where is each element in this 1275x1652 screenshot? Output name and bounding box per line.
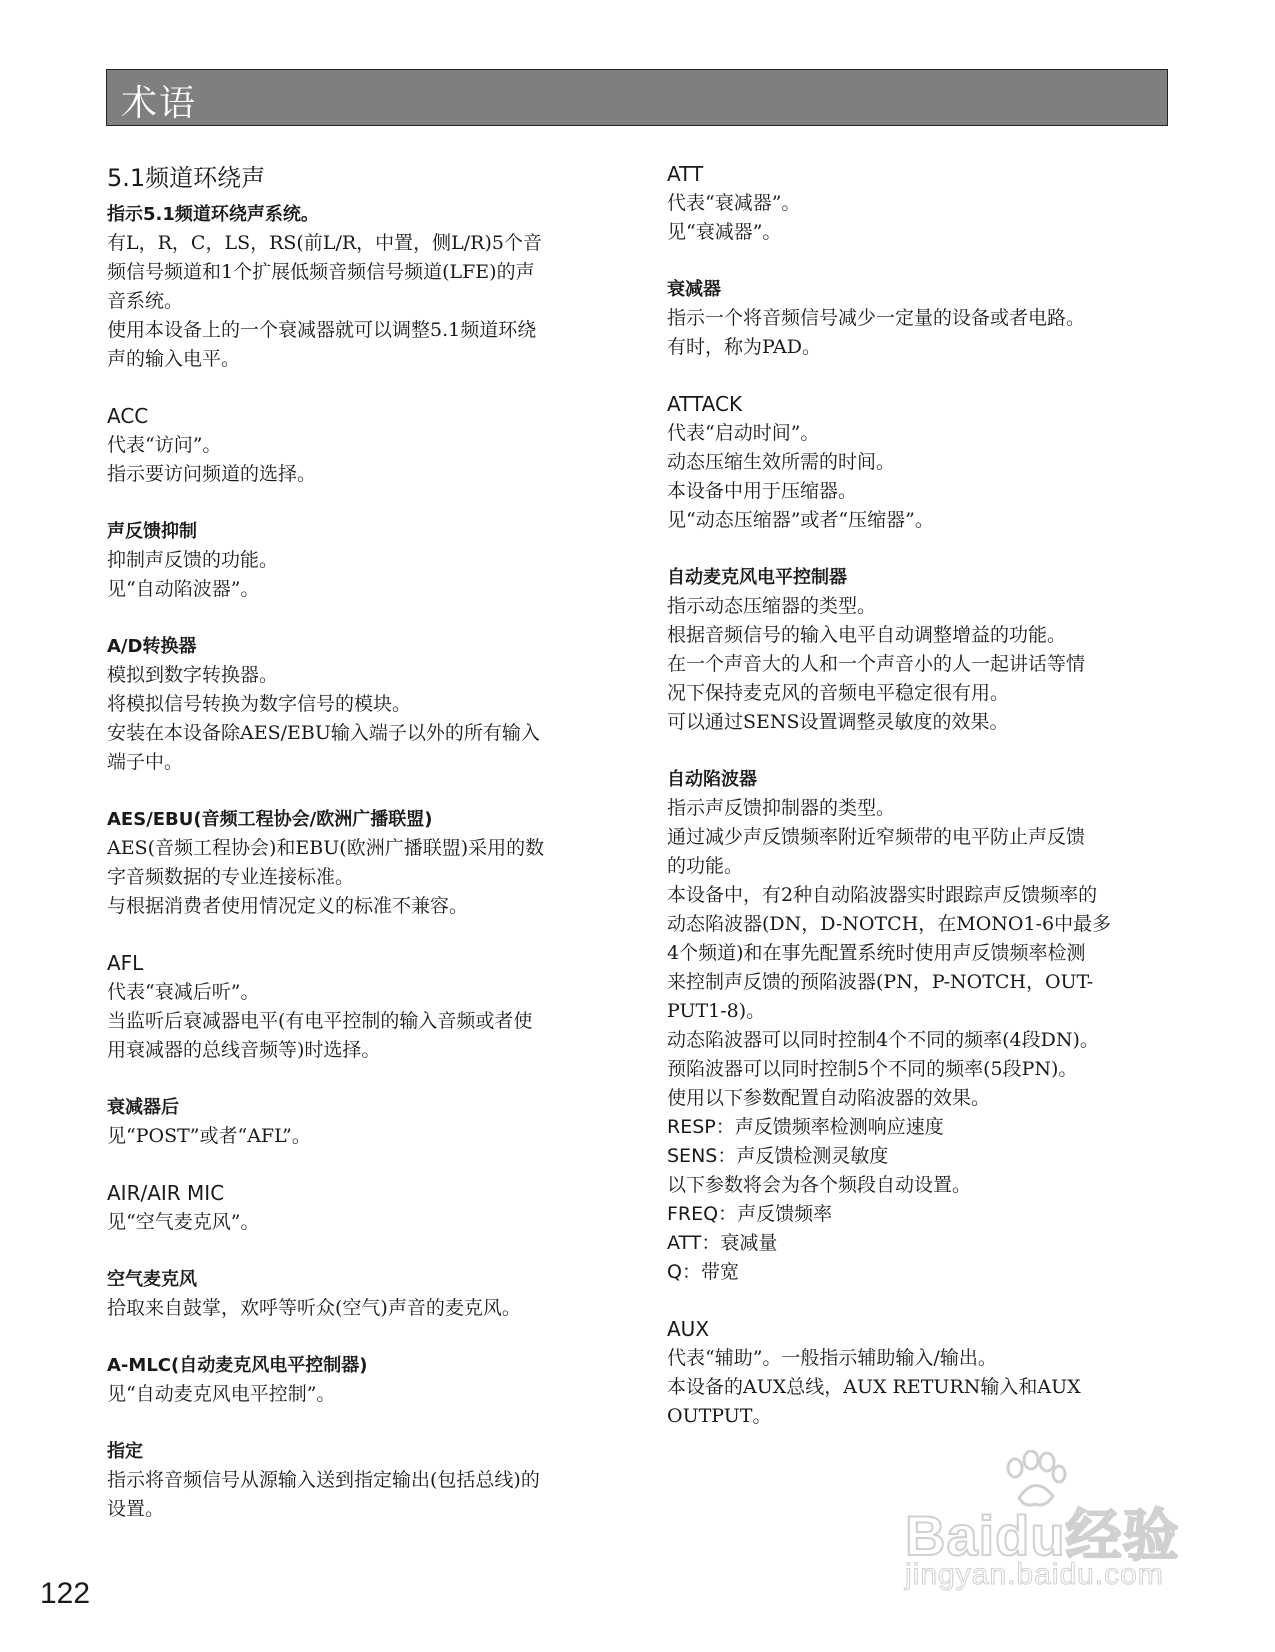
entry-line: 代表“启动时间”。 (667, 422, 820, 444)
entry-term: ATTACK (667, 392, 743, 416)
entry-line: 代表“访问”。 (107, 434, 222, 456)
entry-line: 指示5.1频道环绕声系统。 (107, 204, 319, 225)
glossary-entry (107, 1179, 617, 1237)
entry-term: ACC (107, 404, 149, 428)
entry-term: 5.1频道环绕声 (107, 164, 266, 192)
entry-line: 代表“辅助”。一般指示辅助输入/输出。 (667, 1347, 997, 1369)
glossary-entry (107, 805, 617, 921)
entry-line: 的功能。 (667, 855, 744, 877)
entry-line: 指示将音频信号从源输入送到指定输出(包括总线)的 (107, 1469, 540, 1491)
glossary-entry (107, 1265, 617, 1323)
glossary-entry (107, 949, 617, 1065)
entry-line: 见“自动麦克风电平控制”。 (107, 1383, 336, 1405)
entry-line: 频信号频道和1个扩展低频音频信号频道(LFE)的声 (107, 261, 535, 283)
glossary-entry (667, 275, 1177, 362)
entry-line: 通过减少声反馈频率附近窄频带的电平防止声反馈 (667, 826, 1086, 848)
entry-term: 衰减器后 (107, 1097, 179, 1118)
entry-line: OUTPUT。 (667, 1405, 772, 1427)
entry-line: SENS：声反馈检测灵敏度 (667, 1145, 889, 1167)
entry-line: 抑制声反馈的功能。 (107, 549, 279, 571)
entry-line: 4个频道)和在事先配置系统时使用声反馈频率检测 (667, 942, 1086, 964)
entry-line: 使用本设备上的一个衰减器就可以调整5.1频道环绕 (107, 319, 537, 341)
entry-line: AES(音频工程协会)和EBU(欧洲广播联盟)采用的数 (107, 837, 545, 859)
entry-line: 来控制声反馈的预陷波器(PN，P-NOTCH，OUT- (667, 971, 1094, 993)
entry-line: 况下保持麦克风的音频电平稳定很有用。 (667, 682, 1010, 704)
watermark-url: jingyan.baidu.com (905, 1558, 1164, 1591)
entry-line: PUT1-8)。 (667, 1000, 766, 1022)
entry-line: 设置。 (107, 1498, 165, 1520)
entry-line: 安装在本设备除AES/EBU输入端子以外的所有输入 (107, 722, 540, 744)
glossary-entry (667, 563, 1177, 737)
entry-line: 有时，称为PAD。 (667, 336, 821, 358)
page-number: 122 (40, 1577, 91, 1610)
entry-term: AUX (667, 1317, 710, 1341)
entry-term: A/D转换器 (107, 636, 197, 657)
entry-term: 空气麦克风 (107, 1269, 197, 1290)
entry-line: Q：带宽 (667, 1261, 739, 1283)
entry-line: 用衰减器的总线音频等)时选择。 (107, 1039, 381, 1061)
glossary-entry (107, 164, 617, 374)
entry-line: 有L，R，C，LS，RS(前L/R，中置，侧L/R)5个音 (107, 232, 542, 254)
entry-line: 见“空气麦克风”。 (107, 1211, 260, 1233)
entry-line: 指示声反馈抑制器的类型。 (667, 797, 896, 819)
entry-line: 本设备中，有2种自动陷波器实时跟踪声反馈频率的 (667, 884, 1098, 906)
entry-line: 模拟到数字转换器。 (107, 664, 279, 686)
entry-line: 与根据消费者使用情况定义的标准不兼容。 (107, 895, 469, 917)
baidu-watermark (905, 1450, 1195, 1600)
entry-line: 指示一个将音频信号减少一定量的设备或者电路。 (667, 307, 1086, 329)
entry-term: 指定 (107, 1441, 143, 1462)
watermark-brand: Baidu经验 (905, 1504, 1180, 1567)
entry-line: 将模拟信号转换为数字信号的模块。 (107, 693, 412, 715)
entry-line: 使用以下参数配置自动陷波器的效果。 (667, 1087, 991, 1109)
glossary-entry (667, 160, 1177, 247)
entry-line: 音系统。 (107, 290, 184, 312)
glossary-entry (107, 402, 617, 489)
entry-line: 指示要访问频道的选择。 (107, 463, 317, 485)
section-header-bar (106, 69, 1168, 126)
entry-line: 本设备的AUX总线，AUX RETURN输入和AUX (667, 1376, 1081, 1398)
entry-line: 拾取来自鼓掌，欢呼等听众(空气)声音的麦克风。 (107, 1297, 521, 1319)
glossary-entry (107, 1351, 617, 1409)
entry-term: 自动麦克风电平控制器 (667, 567, 847, 588)
entry-line: 端子中。 (107, 751, 184, 773)
entry-line: RESP：声反馈频率检测响应速度 (667, 1116, 944, 1138)
glossary-entry (107, 1437, 617, 1524)
entry-line: 根据音频信号的输入电平自动调整增益的功能。 (667, 624, 1067, 646)
entry-term: AES/EBU(音频工程协会/欧洲广播联盟) (107, 809, 433, 830)
left-column (107, 160, 617, 1552)
entry-line: 代表“衰减器”。 (667, 192, 801, 214)
entry-line: 动态陷波器可以同时控制4个不同的频率(4段DN)。 (667, 1029, 1099, 1051)
entry-line: ATT：衰减量 (667, 1232, 778, 1254)
section-title: 术语 (121, 83, 198, 124)
entry-term: AIR/AIR MIC (107, 1181, 225, 1205)
entry-line: 指示动态压缩器的类型。 (667, 595, 877, 617)
entry-line: 见“衰减器”。 (667, 221, 782, 243)
entry-line: 当监听后衰减器电平(有电平控制的输入音频或者使 (107, 1010, 533, 1032)
entry-line: 预陷波器可以同时控制5个不同的频率(5段PN)。 (667, 1058, 1078, 1080)
entry-term: A-MLC(自动麦克风电平控制器) (107, 1355, 368, 1376)
entry-line: 见“自动陷波器”。 (107, 578, 260, 600)
glossary-entry (107, 517, 617, 604)
right-column (667, 160, 1177, 1459)
entry-term: AFL (107, 951, 144, 975)
entry-term: 自动陷波器 (667, 769, 757, 790)
glossary-entry (667, 765, 1177, 1287)
entry-line: 以下参数将会为各个频段自动设置。 (667, 1174, 972, 1196)
glossary-entry (107, 1093, 617, 1151)
glossary-entry (107, 632, 617, 777)
entry-line: 动态压缩生效所需的时间。 (667, 451, 896, 473)
entry-line: 可以通过SENS设置调整灵敏度的效果。 (667, 711, 1009, 733)
entry-line: 在一个声音大的人和一个声音小的人一起讲话等情 (667, 653, 1086, 675)
entry-line: 见“动态压缩器”或者“压缩器”。 (667, 509, 934, 531)
entry-line: 动态陷波器(DN，D-NOTCH，在MONO1-6中最多 (667, 913, 1112, 935)
glossary-entry (667, 390, 1177, 535)
entry-line: 代表“衰减后听”。 (107, 981, 260, 1003)
entry-term: 衰减器 (667, 279, 721, 300)
entry-line: 见“POST”或者“AFL”。 (107, 1125, 311, 1147)
entry-line: 本设备中用于压缩器。 (667, 480, 858, 502)
entry-line: FREQ：声反馈频率 (667, 1203, 833, 1225)
entry-term: 声反馈抑制 (107, 521, 197, 542)
glossary-entry (667, 1315, 1177, 1431)
entry-term: ATT (667, 162, 704, 186)
entry-line: 字音频数据的专业连接标准。 (107, 866, 355, 888)
entry-line: 声的输入电平。 (107, 348, 241, 370)
